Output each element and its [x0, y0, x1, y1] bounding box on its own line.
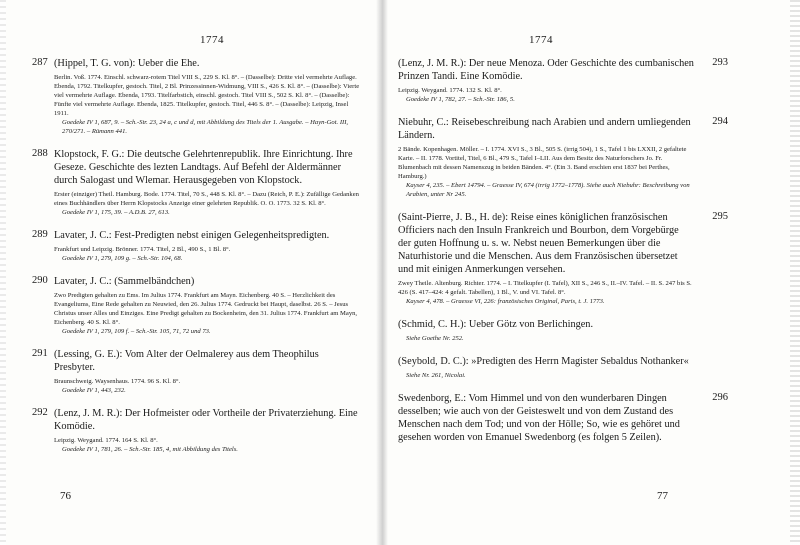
page-edge-right [790, 0, 800, 545]
page-number-right: 77 [657, 490, 668, 502]
entry-detail: Erster (einziger) Theil. Hamburg. Bode. 1774. Titel, 70 S., 448 S. Kl. 8°. – Dazu (Reich, P. E.): Zufällige Gedanken eines Buchhändlers über Herrn Klopstocks Anzeige einer gelehrten Republik. O. O. 1773. 32 S. Kl. 8°. [54, 191, 359, 207]
entry-heading: Klopstock, F. G.: Die deutsche Gelehrtenrepublik. Ihre Einrichtung. Ihre Geseze. Geschichte des lezten Landtags. Auf Befehl der Aldermänner durch Salogast und Wlemar. Herausgegeben von Klopstock. [54, 149, 353, 186]
entry-heading: Swedenborg, E.: Vom Himmel und von den wunderbaren Dingen desselben; wie auch von der Geisteswelt und von dem Zustand des Menschen nach dem Tod; und von der Hölle; So, wie es gehöret und gesehen worden von Emanuel Swedenborg (es folgen 5 Zeilen). [398, 393, 680, 443]
entry-reference: Kayser 4, 235. – Ebert 14794. – Graesse IV, 674 (irrig 1772–1778). Siehe auch Niebuhr: Beschreibung von Arabien, unter Nr 245. [406, 182, 690, 198]
catalog-entry-293 [398, 57, 774, 104]
entry-number: 293 [712, 57, 728, 68]
entry-heading: (Schmid, C. H.): Ueber Götz von Berlichingen. [398, 319, 594, 330]
entry-reference: Goedeke IV 1, 279, 109 f. – Sch.-Str. 105, 71, 72 und 73. [62, 328, 211, 335]
catalog-entry-288 [32, 148, 362, 217]
entry-detail: 2 Bände. Kopenhagen. Möller. – I. 1774. XVI S., 3 Bl., 505 S. (irrig 504), 1 S., Tafel 1 bis LXXII, 2 gefaltete Karte. – II. 1778. Vortitel, Titel, 6 Bl., 479 S., Tafel I–LII. Aus dem Besitz des Naturforschers Jo. Fr. Blumenbach mit dessen Namenszug in beiden Bänden. 4°. (Ein 3. Band erschien erst 1837 bei Perthes, Hamburg.) [398, 146, 687, 180]
entry-number: 288 [32, 148, 48, 159]
entry-heading: (Saint-Pierre, J. B., H. de): Reise eines königlichen französischen Officiers nach den Insuln Frankreich und Bourbon, dem Vorgebürge der guten Hoffnung u. s. w. Nebst neuen Bemerkungen über die Naturhistorie und die Menschen. Aus dem Französischen übersetzet und mit einigen Anmerkungen versehen. [398, 212, 679, 275]
entry-number: 295 [712, 211, 728, 222]
entry-detail: Leipzig. Weygand. 1774. 132 S. Kl. 8°. [398, 87, 502, 94]
entry-detail: Frankfurt und Leipzig. Brönner. 1774. Titel, 2 Bl., 490 S., 1 Bl. 8°. [54, 246, 231, 253]
entry-heading: Lavater, J. C.: Fest-Predigten nebst einigen Gelegenheitspredigten. [54, 230, 330, 241]
entry-detail: Zwey Theile. Altenburg. Richter. 1774. – I. Titelkupfer (I. Tafel), XII S., 246 S., II.–IV. Tafel. – II. S. 247 bis S. 426 (S. 417–424: 4 gefalt. Tabellen), 1 Bl., V. und VI. Tafel. 8°. [398, 280, 692, 296]
entry-heading: (Lenz, J. M. R.): Der Hofmeister oder Vortheile der Privaterziehung. Eine Komödie. [54, 408, 358, 432]
entry-heading: (Hippel, T. G. von): Ueber die Ehe. [54, 58, 200, 69]
entry-number: 296 [712, 392, 728, 403]
page-number-left: 76 [60, 490, 71, 502]
page-edge-left [0, 0, 6, 545]
entry-detail: Zwo Predigten gehalten zu Ems. Im Julius 1774. Frankfurt am Mayn. Eichenberg. 40 S. – Herzlichkeit des Evangeliums, Eine Rede gehalten zu Neuwied, den 26. Julius 1774. Gedruckt bei Haupt, daselbst. 26 S. – Jesus Christus unser Alles und Einziges. Eine Predigt gehalten zu Bockenheim, den 31. Julius 1774. Frankfurt am Mayn, Eichenberg. 40 S. Kl. 8°. [54, 292, 358, 326]
entry-detail: Braunschweig. Waysenhaus. 1774. 96 S. Kl. 8°. [54, 378, 181, 385]
entries-right [398, 57, 774, 456]
entry-reference: Kayser 4, 478. – Graesse VI, 226: französisches Original, Paris, t. J. 1773. [406, 298, 605, 305]
entry-number: 287 [32, 57, 48, 68]
catalog-entry-287 [32, 57, 362, 136]
book-gutter [376, 0, 388, 545]
catalog-entry-291 [32, 348, 362, 395]
running-head-left: 1774 [200, 34, 224, 46]
catalog-entry-290 [32, 275, 362, 336]
entry-reference: Goedeke IV 1, 175, 39. – A.D.B. 27, 613. [62, 209, 170, 216]
running-head-right: 1774 [529, 34, 553, 46]
entry-heading: (Lenz, J. M. R.): Der neue Menoza. Oder Geschichte des cumbanischen Prinzen Tandi. Eine Komödie. [398, 58, 694, 82]
catalog-entry-296 [398, 392, 774, 444]
cross-reference-schmid [398, 318, 774, 343]
entry-reference: Goedeke IV 1, 279, 109 g. – Sch.-Str. 104, 68. [62, 255, 183, 262]
entry-heading: Niebuhr, C.: Reisebeschreibung nach Arabien und andern umliegenden Ländern. [398, 117, 691, 141]
entry-detail: Leipzig. Weygand. 1774. 164 S. Kl. 8°. [54, 437, 158, 444]
catalog-entry-295 [398, 211, 774, 306]
right-page [384, 0, 800, 545]
catalog-entry-294 [398, 116, 774, 199]
entry-reference: Goedeke IV 1, 781, 26. – Sch.-Str. 185, 4, mit Abbildung des Titels. [62, 446, 238, 453]
entry-heading: (Lessing, G. E.): Vom Alter der Oelmalerey aus dem Theophilus Presbyter. [54, 349, 319, 373]
left-page [0, 0, 384, 545]
entry-number: 292 [32, 407, 48, 418]
entry-number: 289 [32, 229, 48, 240]
entries-left [32, 57, 362, 466]
cross-reference-seybold [398, 355, 774, 380]
entry-number: 291 [32, 348, 48, 359]
entry-heading: (Seybold, D. C.): »Predigten des Herrn Magister Sebaldus Nothanker« [398, 356, 689, 367]
entry-number: 290 [32, 275, 48, 286]
entry-reference: Goedeke IV 1, 782, 27. – Sch.-Str. 186, 5. [406, 96, 515, 103]
entry-reference: Goedeke IV 1, 443, 232. [62, 387, 126, 394]
entry-heading: Lavater, J. C.: (Sammelbändchen) [54, 276, 195, 287]
entry-detail: Berlin. Voß. 1774. Einschl. schwarz-rotem Titel VIII S., 229 S. Kl. 8°. – (Dasselbe): Dritte viel vermehrte Auflage. Ebenda, 1792. Titelkupfer, gestoch. Titel, 2 Bl. Prinzessinnen-Widmung, VIII S., 426 S. Kl. 8°. – (Dasselbe): Vierte viel vermehrte Auflage. Ebenda, 1793. Titelfarbstich, einschl. gestoch. Titel VIII S., 502 S. Kl. 8°. – (Dasselbe): Fünfte viel vermehrte Auflage. Ebenda, 1825. Titelkupfer, gestoch. Titel, 446 S. 8°. – (Dasselbe): Leipzig, Insel 1911. [54, 74, 360, 117]
catalog-entry-292 [32, 407, 362, 454]
entry-number: 294 [712, 116, 728, 127]
entry-reference: Goedeke IV 1, 687, 9. – Sch.-Str. 23, 24 a, c und d, mit Abbildung des Titels der 1. Ausgabe. – Hayn-Got. III, 270/271. – Rümann 441. [62, 119, 349, 135]
entry-reference: Siehe Goethe Nr. 252. [406, 335, 464, 342]
entry-reference: Siehe Nr. 261, Nicolai. [406, 372, 466, 379]
catalog-entry-289 [32, 229, 362, 263]
